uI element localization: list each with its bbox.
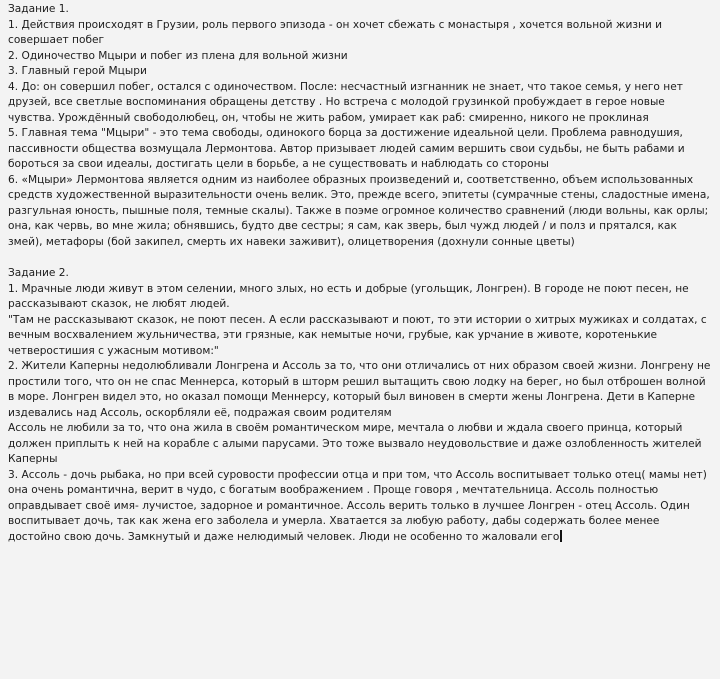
text-cursor [560,530,562,542]
task1-item: 6. «Мцыри» Лермонтова является одним из наиболее образных произведений и, соответственно, объем использованных средств художественной выразительности очень велик. Это, прежде всего, эпитеты (сумрачные стены, сладостные имена, разгульная юность, пышные поля, темные скалы). Также в поэме огромное количество сравнений (люди вольны, как орлы; она, как червь, во мне жила; обнявшись, будто две сестры; я сам, как зверь, был чужд людей / и полз и прятался, как змей), метафоры (бой закипел, смерть их навеки заживит), олицетворения (дохнули сонные цветы) [8,173,710,248]
task1-item: 3. Главный герой Мцыри [8,65,147,77]
task2-item: "Там не рассказывают сказок, не поют песен. А если рассказывают и поют, то эти истории о хитрых мужиках и солдатах, с вечным восхвалением жульничества, эти грязные, как немытые ночи, грубые, как урчание в животе, коротенькие четверостишия с ужасным мотивом:" [8,313,707,357]
section-gap [8,250,712,266]
task1-title: Задание 1. [8,3,69,15]
task2-title: Задание 2. [8,267,69,279]
task1-item: 5. Главная тема "Мцыри" - это тема свободы, одинокого борца за достижение идеальной цели. Проблема равнодушия, пассивности общества возмущала Лермонтова. Автор призывает людей самим вершить свои судьбы, не быть рабами и бороться за свои идеалы, достигать цели в борьбе, а не существовать и наблюдать со стороны [8,127,685,170]
task2-item: 1. Мрачные люди живут в этом селении, много злых, но есть и добрые (угольщик, Лонгрен). В городе не поют песен, не рассказывают сказок, не любят людей. [8,282,689,310]
task1-item: 4. До: он совершил побег, остался с одиночеством. После: несчастный изгнанник не знает, что такое семья, у него нет друзей, все светлые воспоминания обращены детству . Но встреча с молодой грузинкой пробуждает в герое новые чувства. Урождённый свободолюбец, он, чтобы не жить рабом, умирает как раб: смиренно, никого не проклиная [8,80,683,124]
task1-item: 1. Действия происходят в Грузии, роль первого эпизода - он хочет сбежать с монастыря , хочется вольной жизни и совершает побег [8,18,663,46]
task1-item: 2. Одиночество Мцыри и побег из плена для вольной жизни [8,49,348,62]
task2-last-item[interactable] [8,468,712,546]
task2-item: 2. Жители Каперны недолюбливали Лонгрена и Ассоль за то, что они отличались от них образом своей жизни. Лонгрену не простили того, что он не спас Меннерса, который в шторм решил вытащить свою лодку на берег, но был отброшен волной в море. Лонгрен видел это, но оказал помощи Меннерсу, который был виновен в смерти жены Лонгрена. Дети в Каперне издевались над Ассоль, оскорбляли её, подражая своим родителям [8,360,711,419]
task2-item: Ассоль не любили за то, что она жила в своём романтическом мире, мечтала о любви и ждала своего принца, который должен приплыть к ней на корабле с алыми парусами. Это тоже вызвало неудовольствие и даже озлобленность жителей Каперны [8,422,702,465]
task2-item-text: 3. Ассоль - дочь рыбака, но при всей суровости профессии отца и при том, что Ассоль воспитывает только отец( мамы нет) она очень романтична, верит в чудо, с богатым воображением . Проще говоря , мечтательница. Ассоль полностью оправдывает своё имя- лучистое, задорное и романтичное. Ассоль верить только в лучшее Лонгрен - отец Ассоль. Один воспитывает дочь, так как жена его заболела и умерла. Хватается за любую работу, дабы содержать более менее достойно свою дочь. Замкнутый и даже нелюдимый человек. Люди не особенно то жаловали его [8,468,707,543]
